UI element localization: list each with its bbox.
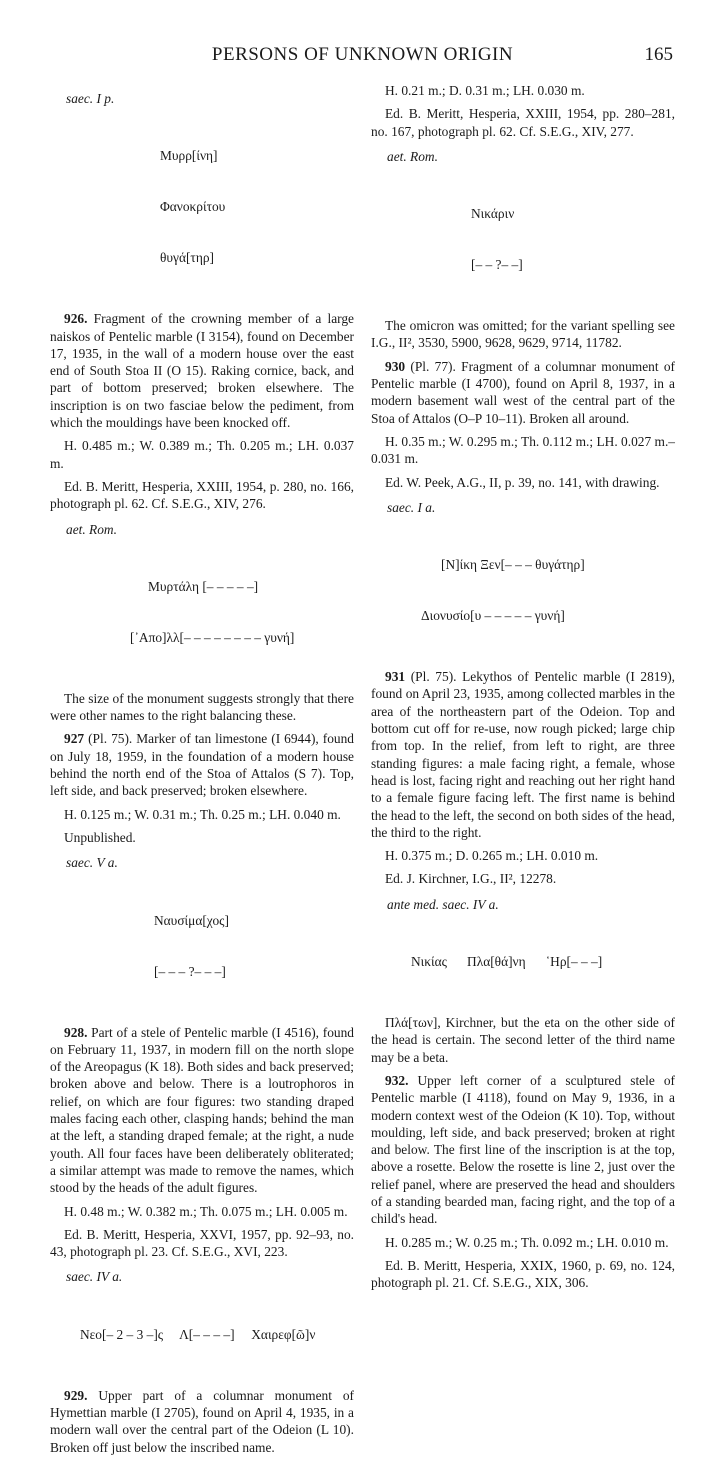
period-label: saec. I a. bbox=[387, 499, 436, 515]
inscription-line: Νικίας Πλα[θά]νη ῾Ηρ[– – –] bbox=[411, 954, 603, 970]
inscription-line: [Ν]ίκη Ξεν[– – – θυγάτηρ] bbox=[441, 557, 585, 573]
entry-931-edition: Ed. J. Kirchner, I.G., II², 12278. bbox=[385, 871, 557, 887]
entry-931-description: 931 (Pl. 75). Lekythos of Pentelic marble (I 2819), found on April 23, 1935, among collected marbles in the area of the northeastern part of the Odeion. Top and bottom cut off for re-use, now rough picked; large chip from top. In the relief, from left to right, are three standing figures: a male facing right, a female, whose head is lost, facing right and reaching out her right hand to a female figure facing left. The first name is behind the head to the left, the second on both sides of the head, the third to the right. bbox=[371, 669, 675, 840]
entry-932-dimensions: H. 0.285 m.; W. 0.25 m.; Th. 0.092 m.; LH. 0.010 m. bbox=[385, 1234, 669, 1250]
inscription bbox=[130, 544, 354, 680]
page-header bbox=[50, 44, 675, 68]
period-label: saec. IV a. bbox=[66, 1269, 123, 1285]
running-title: PERSONS OF UNKNOWN ORIGIN bbox=[211, 44, 514, 65]
entry-number: 927 bbox=[64, 731, 85, 747]
entry-930-description: 930 (Pl. 77). Fragment of a columnar monument of Pentelic marble (I 4700), found on April 8, 1937, in a modern basement wall west of the central part of the Stoa of Attalos (O–P 10–11). Broken all around. bbox=[371, 358, 675, 426]
inscription bbox=[421, 522, 675, 658]
inscription-line: Ναυσίμα[χος] bbox=[154, 912, 229, 928]
inscription-line: Νικάριν bbox=[471, 206, 515, 222]
inscription-line: Μυρτάλη [– – – – –] bbox=[148, 578, 259, 594]
inscription bbox=[411, 919, 675, 1004]
entry-number: 928. bbox=[64, 1024, 88, 1040]
period-label: saec. V a. bbox=[66, 855, 118, 871]
entry-928-description: 928. Part of a stele of Pentelic marble (I 4516), found on February 11, 1937, in modern fill on the north slope of the Areopagus (K 18). Both sides and back preserved; broken above and below. There is a loutrophoros in relief, on which are four figures: two standing draped males facing each other, clasping hands; behind the man at the left, a standing draped female; at the right, a nude youth. All four faces have been deliberately obliterated; a similar attempt was made to remove the names, which stood by the heads of the adult figures. bbox=[50, 1024, 354, 1196]
entry-number: 932. bbox=[385, 1072, 409, 1088]
entry-927-description: 927 (Pl. 75). Marker of tan limestone (I 6944), found on July 18, 1959, in the foundation of a modern house behind the north end of the Stoa of Attalos (S 7). Top, left side, and back preserved; broken elsewhere. bbox=[50, 731, 354, 799]
entry-928-edition: Ed. B. Meritt, Hesperia, XXVI, 1957, pp. 92–93, no. 43, photograph pl. 23. Cf. S.E.G., XVI, 223. bbox=[50, 1226, 354, 1260]
inscription-line: Φανοκρίτου bbox=[160, 199, 226, 215]
entry-number: 929. bbox=[64, 1387, 88, 1403]
entry-927-dimensions: H. 0.125 m.; W. 0.31 m.; Th. 0.25 m.; LH. 0.040 m. bbox=[64, 806, 341, 822]
entry-929-note: The omicron was omitted; for the variant spelling see I.G., II², 3530, 5900, 9628, 9629, 9714, 11782. bbox=[371, 318, 675, 351]
period-label: aet. Rom. bbox=[66, 521, 117, 537]
entry-932-edition: Ed. B. Meritt, Hesperia, XXIX, 1960, p. 69, no. 124, photograph pl. 21. Cf. S.E.G., XIX, 306. bbox=[371, 1257, 675, 1291]
inscription-line: [᾿Απο]λλ[– – – – – – – – γυνή] bbox=[130, 629, 295, 645]
inscription bbox=[160, 113, 354, 300]
period-label: ante med. saec. IV a. bbox=[387, 896, 499, 912]
entry-929-description: 929. Upper part of a columnar monument of Hymettian marble (I 2705), found on April 4, 1935, in a modern wall over the central part of the Odeion (L 10). Broken off just below the inscribed name. bbox=[50, 1387, 354, 1455]
right-column bbox=[371, 82, 675, 1297]
inscription-line: Νεο[– 2 – 3 –]ς Λ[– – – –] Χαιρεφ[ῶ]ν bbox=[80, 1326, 316, 1342]
inscription-line: [– – – ?– – –] bbox=[154, 963, 226, 979]
entry-929-edition: Ed. B. Meritt, Hesperia, XXIII, 1954, pp. 280–281, no. 167, photograph pl. 62. Cf. S.E.G., XIV, 277. bbox=[371, 106, 675, 139]
inscription bbox=[471, 171, 675, 307]
inscription-line: Μυρρ[ίνη] bbox=[160, 148, 218, 164]
page-number: 165 bbox=[644, 44, 673, 65]
entry-number: 930 bbox=[385, 358, 406, 374]
entry-926-note: The size of the monument suggests strongly that there were other names to the right balancing these. bbox=[50, 690, 354, 724]
inscription-line: Διονυσίο[υ – – – – – γυνή] bbox=[421, 608, 565, 624]
entry-926-description: 926. Fragment of the crowning member of a large naiskos of Pentelic marble (I 3154), found on December 17, 1935, in the wall of a modern house over the east end of South Stoa II (O 15). Raking cornice, back, and part of bottom preserved; broken elsewhere. The inscription is on two fasciae below the pediment, from which the mouldings have been knocked off. bbox=[50, 311, 354, 431]
entry-928-dimensions: H. 0.48 m.; W. 0.382 m.; Th. 0.075 m.; LH. 0.005 m. bbox=[64, 1203, 348, 1219]
entry-929-dimensions: H. 0.21 m.; D. 0.31 m.; LH. 0.030 m. bbox=[385, 83, 585, 98]
entry-number: 926. bbox=[64, 311, 88, 327]
entry-932-description: 932. Upper left corner of a sculptured stele of Pentelic marble (I 4118), found on May 9, 1936, in a modern context west of the Odeion (K 10). Top, without moulding, left side, and back preserved; broken at right and below. The first line of the inscription is at the top, above a rosette. Below the rosette is line 2, just over the relief panel, where are preserved the head and shoulders of a standing bearded man, facing right, and the top of a child's head. bbox=[371, 1072, 675, 1227]
left-column bbox=[50, 82, 354, 1462]
inscription bbox=[80, 1292, 354, 1377]
entry-930-edition: Ed. W. Peek, A.G., II, p. 39, no. 141, with drawing. bbox=[385, 474, 660, 490]
inscription-line: [– – ?– –] bbox=[471, 257, 523, 273]
entry-931-note: Πλά[των], Kirchner, but the eta on the other side of the head is certain. The second letter of the third name may be a beta. bbox=[371, 1015, 675, 1065]
entry-931-dimensions: H. 0.375 m.; D. 0.265 m.; LH. 0.010 m. bbox=[385, 848, 599, 864]
entry-927-edition: Unpublished. bbox=[64, 829, 136, 845]
period-label: saec. I p. bbox=[66, 91, 115, 106]
entry-926-edition: Ed. B. Meritt, Hesperia, XXIII, 1954, p. 280, no. 166, photograph pl. 62. Cf. S.E.G., XIV, 276. bbox=[50, 478, 354, 512]
period-label: aet. Rom. bbox=[387, 148, 438, 164]
entry-930-dimensions: H. 0.35 m.; W. 0.295 m.; Th. 0.112 m.; LH. 0.027 m.–0.031 m. bbox=[371, 433, 675, 467]
entry-number: 931 bbox=[385, 669, 406, 685]
entry-926-dimensions: H. 0.485 m.; W. 0.389 m.; Th. 0.205 m.; LH. 0.037 m. bbox=[50, 438, 354, 471]
inscription bbox=[154, 878, 354, 1014]
inscription-line: θυγά[τηρ] bbox=[160, 250, 214, 266]
